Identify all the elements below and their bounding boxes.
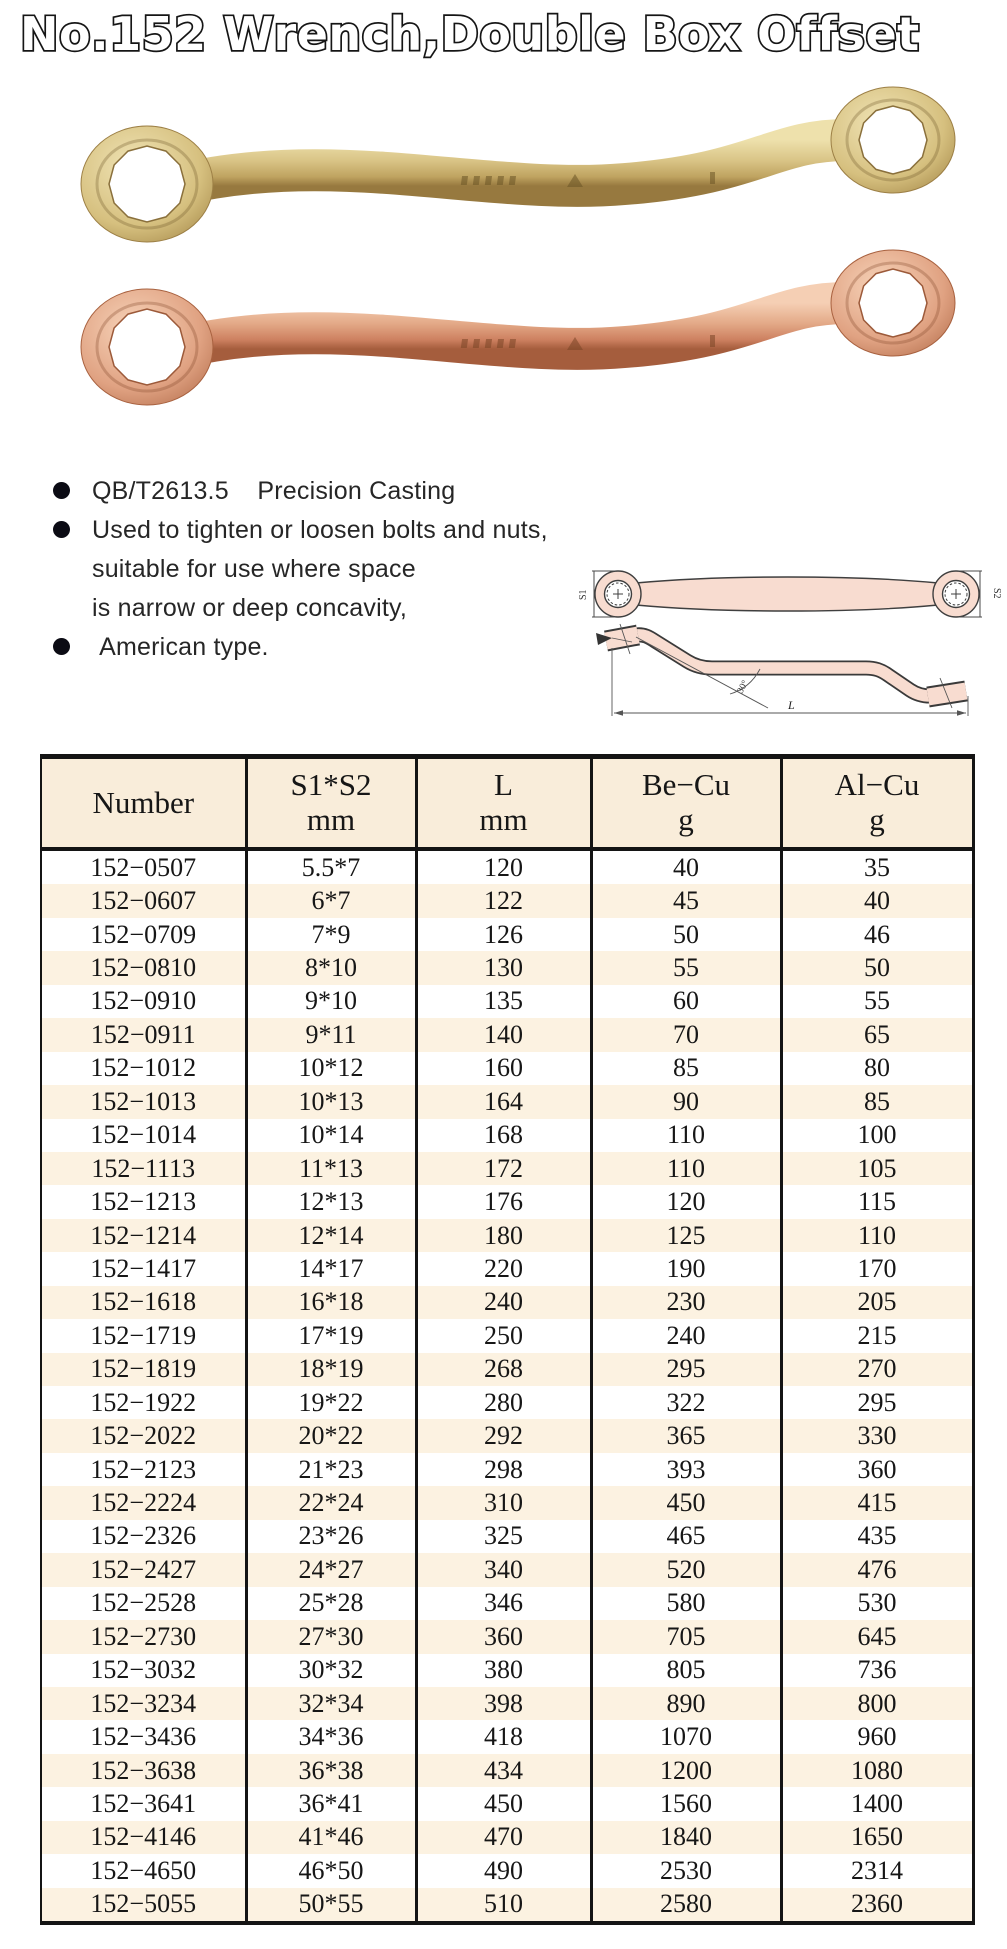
table-cell: 152−1922 bbox=[90, 1387, 197, 1417]
table-cell: 268 bbox=[416, 1353, 591, 1386]
feature-text: Used to tighten or loosen bolts and nuts, bbox=[92, 516, 548, 544]
table-row bbox=[41, 1888, 973, 1923]
table-cell: 152−5055 bbox=[90, 1889, 197, 1919]
table-row bbox=[41, 985, 973, 1018]
table-cell: 85 bbox=[781, 1085, 973, 1118]
table-cell: 325 bbox=[416, 1520, 591, 1553]
table-cell: 360 bbox=[781, 1453, 973, 1486]
col-header-becu: Be−Cu g bbox=[591, 757, 781, 850]
table-cell: 120 bbox=[591, 1185, 781, 1218]
table-cell: 295 bbox=[591, 1353, 781, 1386]
table-row bbox=[41, 1821, 973, 1854]
table-cell: 168 bbox=[416, 1119, 591, 1152]
table-cell: 1080 bbox=[781, 1754, 973, 1787]
table-cell: 152−3638 bbox=[90, 1755, 197, 1785]
feature-item bbox=[30, 472, 590, 511]
spec-table-body bbox=[41, 849, 973, 1923]
table-row bbox=[41, 1018, 973, 1051]
table-row bbox=[41, 1553, 973, 1586]
table-cell: 160 bbox=[416, 1052, 591, 1085]
table-cell: 205 bbox=[781, 1286, 973, 1319]
table-cell: 9*11 bbox=[246, 1018, 416, 1051]
table-cell: 25*28 bbox=[246, 1587, 416, 1620]
table-row bbox=[41, 1286, 973, 1319]
table-cell: 170 bbox=[781, 1252, 973, 1285]
feature-list bbox=[30, 472, 590, 667]
table-cell: 36*38 bbox=[246, 1754, 416, 1787]
table-cell: 960 bbox=[781, 1720, 973, 1753]
table-cell: 152−0911 bbox=[90, 1019, 196, 1049]
table-cell: 520 bbox=[591, 1553, 781, 1586]
col-header-length: L mm bbox=[416, 757, 591, 850]
table-cell: 130 bbox=[416, 951, 591, 984]
table-row bbox=[41, 849, 973, 884]
table-cell: 34*36 bbox=[246, 1720, 416, 1753]
table-cell: 1400 bbox=[781, 1787, 973, 1820]
title-text: No.152 Wrench,Double Box Offset bbox=[20, 7, 920, 61]
table-row bbox=[41, 1754, 973, 1787]
table-cell: 23*26 bbox=[246, 1520, 416, 1553]
table-cell: 530 bbox=[781, 1587, 973, 1620]
table-cell: 40 bbox=[781, 884, 973, 917]
table-row bbox=[41, 1587, 973, 1620]
table-cell: 152−2224 bbox=[90, 1488, 197, 1518]
table-cell: 20*22 bbox=[246, 1419, 416, 1452]
table-row bbox=[41, 884, 973, 917]
table-cell: 152−0910 bbox=[90, 986, 197, 1016]
bullet-icon bbox=[30, 472, 92, 499]
table-cell: 435 bbox=[781, 1520, 973, 1553]
feature-item bbox=[30, 511, 590, 550]
table-row bbox=[41, 1787, 973, 1820]
table-row bbox=[41, 1219, 973, 1252]
table-cell: 330 bbox=[781, 1419, 973, 1452]
table-cell: 1560 bbox=[591, 1787, 781, 1820]
table-cell: 46 bbox=[781, 918, 973, 951]
table-cell: 215 bbox=[781, 1319, 973, 1352]
table-cell: 190 bbox=[591, 1252, 781, 1285]
table-cell: 152−3641 bbox=[90, 1788, 197, 1818]
table-cell: 50 bbox=[591, 918, 781, 951]
table-cell: 415 bbox=[781, 1486, 973, 1519]
table-cell: 152−2427 bbox=[90, 1554, 197, 1584]
table-cell: 450 bbox=[591, 1486, 781, 1519]
table-cell: 55 bbox=[781, 985, 973, 1018]
table-cell: 7*9 bbox=[246, 918, 416, 951]
table-cell: 152−1014 bbox=[90, 1120, 197, 1150]
table-cell: 152−1719 bbox=[90, 1320, 197, 1350]
table-cell: 280 bbox=[416, 1386, 591, 1419]
table-cell: 476 bbox=[781, 1553, 973, 1586]
table-cell: 70 bbox=[591, 1018, 781, 1051]
feature-text: is narrow or deep concavity, bbox=[92, 594, 407, 622]
table-cell: 110 bbox=[591, 1152, 781, 1185]
table-cell: 152−4146 bbox=[90, 1822, 197, 1852]
table-cell: 85 bbox=[591, 1052, 781, 1085]
table-cell: 418 bbox=[416, 1720, 591, 1753]
table-cell: 380 bbox=[416, 1654, 591, 1687]
table-cell: 230 bbox=[591, 1286, 781, 1319]
table-cell: 152−1417 bbox=[90, 1253, 197, 1283]
table-cell: 24*27 bbox=[246, 1553, 416, 1586]
table-cell: 152−1214 bbox=[90, 1220, 197, 1250]
table-cell: 292 bbox=[416, 1419, 591, 1452]
feature-text: suitable for use where space bbox=[92, 555, 416, 583]
table-cell: 152−0607 bbox=[90, 886, 197, 916]
table-cell: 450 bbox=[416, 1787, 591, 1820]
table-cell: 176 bbox=[416, 1185, 591, 1218]
table-cell: 220 bbox=[416, 1252, 591, 1285]
table-cell: 2580 bbox=[591, 1888, 781, 1923]
table-cell: 126 bbox=[416, 918, 591, 951]
table-row bbox=[41, 1386, 973, 1419]
table-cell: 2530 bbox=[591, 1854, 781, 1887]
table-cell: 60 bbox=[591, 985, 781, 1018]
table-cell: 36*41 bbox=[246, 1787, 416, 1820]
table-cell: 152−3234 bbox=[90, 1688, 197, 1718]
table-cell: 346 bbox=[416, 1587, 591, 1620]
table-cell: 800 bbox=[781, 1687, 973, 1720]
table-cell: 140 bbox=[416, 1018, 591, 1051]
table-cell: 310 bbox=[416, 1486, 591, 1519]
table-cell: 16*18 bbox=[246, 1286, 416, 1319]
spec-table bbox=[40, 754, 975, 1925]
feature-item bbox=[30, 628, 590, 667]
table-cell: 27*30 bbox=[246, 1620, 416, 1653]
table-cell: 736 bbox=[781, 1654, 973, 1687]
table-cell: 1200 bbox=[591, 1754, 781, 1787]
table-cell: 1840 bbox=[591, 1821, 781, 1854]
table-cell: 19*22 bbox=[246, 1386, 416, 1419]
table-cell: 240 bbox=[591, 1319, 781, 1352]
table-cell: 295 bbox=[781, 1386, 973, 1419]
table-cell: 2314 bbox=[781, 1854, 973, 1887]
table-cell: 1070 bbox=[591, 1720, 781, 1753]
technical-drawing bbox=[572, 558, 1002, 734]
table-cell: 125 bbox=[591, 1219, 781, 1252]
table-cell: 645 bbox=[781, 1620, 973, 1653]
table-cell: 270 bbox=[781, 1353, 973, 1386]
table-cell: 8*10 bbox=[246, 951, 416, 984]
table-header-row bbox=[41, 757, 973, 850]
table-cell: 580 bbox=[591, 1587, 781, 1620]
table-row bbox=[41, 1419, 973, 1452]
table-cell: 470 bbox=[416, 1821, 591, 1854]
table-cell: 41*46 bbox=[246, 1821, 416, 1854]
table-cell: 152−2528 bbox=[90, 1588, 197, 1618]
table-cell: 135 bbox=[416, 985, 591, 1018]
feature-item bbox=[30, 589, 590, 628]
table-row bbox=[41, 1854, 973, 1887]
table-cell: 17*19 bbox=[246, 1319, 416, 1352]
table-row bbox=[41, 1620, 973, 1653]
table-cell: 10*12 bbox=[246, 1052, 416, 1085]
table-cell: 398 bbox=[416, 1687, 591, 1720]
table-cell: 35 bbox=[781, 849, 973, 884]
table-cell: 298 bbox=[416, 1453, 591, 1486]
table-row bbox=[41, 1353, 973, 1386]
table-row bbox=[41, 1252, 973, 1285]
table-row bbox=[41, 1052, 973, 1085]
table-cell: 322 bbox=[591, 1386, 781, 1419]
table-cell: 510 bbox=[416, 1888, 591, 1923]
table-cell: 11*13 bbox=[246, 1152, 416, 1185]
table-row bbox=[41, 1453, 973, 1486]
table-cell: 90 bbox=[591, 1085, 781, 1118]
table-cell: 32*34 bbox=[246, 1687, 416, 1720]
table-cell: 152−1819 bbox=[90, 1354, 197, 1384]
feature-text: QB/T2613.5 Precision Casting bbox=[92, 477, 456, 505]
table-cell: 1650 bbox=[781, 1821, 973, 1854]
bullet-icon bbox=[30, 628, 92, 655]
table-cell: 12*14 bbox=[246, 1219, 416, 1252]
col-header-alcu: Al−Cu g bbox=[781, 757, 973, 850]
table-cell: 152−1012 bbox=[90, 1053, 197, 1083]
table-row bbox=[41, 1185, 973, 1218]
col-header-number: Number bbox=[41, 757, 246, 850]
table-cell: 360 bbox=[416, 1620, 591, 1653]
table-cell: 18*19 bbox=[246, 1353, 416, 1386]
table-cell: 21*23 bbox=[246, 1453, 416, 1486]
table-row bbox=[41, 1119, 973, 1152]
table-row bbox=[41, 1654, 973, 1687]
side-view bbox=[606, 635, 966, 697]
table-cell: 30*32 bbox=[246, 1654, 416, 1687]
table-row bbox=[41, 1520, 973, 1553]
top-view bbox=[595, 571, 979, 617]
length-label: L bbox=[788, 698, 795, 712]
table-cell: 172 bbox=[416, 1152, 591, 1185]
table-cell: 152−1013 bbox=[90, 1086, 197, 1116]
table-cell: 365 bbox=[591, 1419, 781, 1452]
feature-text: American type. bbox=[92, 633, 269, 661]
table-cell: 152−1618 bbox=[90, 1287, 197, 1317]
table-cell: 152−3032 bbox=[90, 1655, 197, 1685]
col-header-s1s2: S1*S2 mm bbox=[246, 757, 416, 850]
table-cell: 12*13 bbox=[246, 1185, 416, 1218]
table-cell: 10*13 bbox=[246, 1085, 416, 1118]
table-cell: 152−0810 bbox=[90, 953, 197, 983]
bullet-icon bbox=[30, 511, 92, 538]
table-cell: 152−2730 bbox=[90, 1621, 197, 1651]
table-row bbox=[41, 1085, 973, 1118]
table-cell: 2360 bbox=[781, 1888, 973, 1923]
table-cell: 152−2022 bbox=[90, 1421, 197, 1451]
table-cell: 152−0507 bbox=[90, 852, 197, 882]
table-cell: 490 bbox=[416, 1854, 591, 1887]
table-row bbox=[41, 1486, 973, 1519]
table-cell: 10*14 bbox=[246, 1119, 416, 1152]
table-cell: 120 bbox=[416, 849, 591, 884]
table-cell: 115 bbox=[781, 1185, 973, 1218]
table-cell: 890 bbox=[591, 1687, 781, 1720]
table-cell: 152−4650 bbox=[90, 1855, 197, 1885]
dim-arrow-left bbox=[614, 710, 623, 716]
table-cell: 6*7 bbox=[246, 884, 416, 917]
table-row bbox=[41, 1720, 973, 1753]
table-cell: 22*24 bbox=[246, 1486, 416, 1519]
table-cell: 80 bbox=[781, 1052, 973, 1085]
s1-label: S1 bbox=[578, 589, 589, 600]
table-cell: 152−2326 bbox=[90, 1521, 197, 1551]
product-photo-copper-wrench bbox=[55, 247, 970, 409]
table-cell: 393 bbox=[591, 1453, 781, 1486]
table-cell: 14*17 bbox=[246, 1252, 416, 1285]
table-row bbox=[41, 1319, 973, 1352]
table-row bbox=[41, 1152, 973, 1185]
table-cell: 180 bbox=[416, 1219, 591, 1252]
table-cell: 152−1113 bbox=[91, 1153, 196, 1183]
table-cell: 340 bbox=[416, 1553, 591, 1586]
table-cell: 152−2123 bbox=[90, 1454, 197, 1484]
table-cell: 40 bbox=[591, 849, 781, 884]
table-row bbox=[41, 1687, 973, 1720]
angle-label: 30° bbox=[735, 678, 751, 696]
table-cell: 152−0709 bbox=[90, 919, 197, 949]
table-cell: 805 bbox=[591, 1654, 781, 1687]
table-cell: 152−3436 bbox=[90, 1722, 197, 1752]
s2-label: S2 bbox=[991, 588, 1002, 599]
table-cell: 46*50 bbox=[246, 1854, 416, 1887]
feature-item bbox=[30, 550, 590, 589]
table-cell: 152−1213 bbox=[90, 1187, 197, 1217]
table-row bbox=[41, 918, 973, 951]
table-cell: 100 bbox=[781, 1119, 973, 1152]
table-cell: 65 bbox=[781, 1018, 973, 1051]
table-cell: 705 bbox=[591, 1620, 781, 1653]
table-cell: 50 bbox=[781, 951, 973, 984]
table-cell: 105 bbox=[781, 1152, 973, 1185]
table-cell: 122 bbox=[416, 884, 591, 917]
table-cell: 5.5*7 bbox=[246, 849, 416, 884]
table-cell: 45 bbox=[591, 884, 781, 917]
dim-arrow-right bbox=[957, 710, 966, 716]
table-cell: 434 bbox=[416, 1754, 591, 1787]
table-cell: 250 bbox=[416, 1319, 591, 1352]
table-cell: 164 bbox=[416, 1085, 591, 1118]
table-cell: 110 bbox=[781, 1219, 973, 1252]
table-cell: 9*10 bbox=[246, 985, 416, 1018]
table-cell: 110 bbox=[591, 1119, 781, 1152]
table-cell: 240 bbox=[416, 1286, 591, 1319]
table-row bbox=[41, 951, 973, 984]
table-cell: 55 bbox=[591, 951, 781, 984]
product-photo-brass-wrench bbox=[55, 84, 970, 246]
page-title bbox=[14, 4, 994, 64]
table-cell: 465 bbox=[591, 1520, 781, 1553]
table-cell: 50*55 bbox=[246, 1888, 416, 1923]
